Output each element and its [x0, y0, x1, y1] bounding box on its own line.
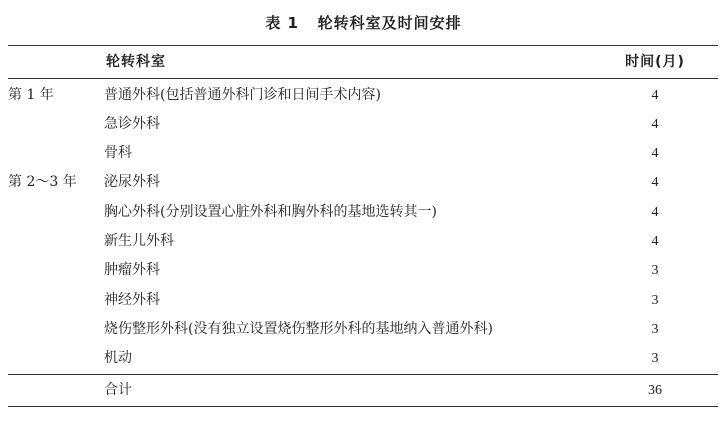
row-months: 4	[651, 88, 659, 103]
table-row	[8, 256, 718, 285]
row-department: 肿瘤外科	[104, 262, 160, 278]
row-department: 神经外科	[104, 292, 160, 308]
header-department: 轮转科室	[106, 54, 166, 70]
header-time-months: 时间(月)	[625, 54, 685, 70]
table-row	[8, 81, 718, 110]
table-caption: 表 1 轮转科室及时间安排	[265, 14, 462, 32]
table-row	[8, 198, 718, 227]
table-row	[8, 110, 718, 139]
row-department: 新生儿外科	[104, 233, 174, 249]
table-top-rule	[8, 45, 718, 46]
row-department: 机动	[104, 350, 132, 366]
row-year: 第 1 年	[8, 87, 54, 103]
row-department: 普通外科(包括普通外科门诊和日间手术内容)	[104, 87, 381, 103]
row-months: 4	[651, 234, 659, 249]
row-department: 烧伤整形外科(没有独立设置烧伤整形外科的基地纳入普通外科)	[104, 321, 493, 337]
row-department: 泌尿外科	[104, 174, 160, 190]
table-row	[8, 344, 718, 373]
row-months: 3	[651, 351, 659, 366]
table-row	[8, 315, 718, 344]
table-header-rule	[8, 78, 718, 79]
row-months: 4	[651, 146, 659, 161]
table-row	[8, 227, 718, 256]
row-months: 3	[651, 322, 659, 337]
row-department: 急诊外科	[104, 116, 160, 132]
row-months: 4	[651, 117, 659, 132]
total-label: 合计	[104, 382, 132, 398]
table-row	[8, 286, 718, 315]
total-months: 36	[648, 383, 662, 398]
table-total-row	[8, 376, 718, 405]
row-department: 胸心外科(分别设置心脏外科和胸外科的基地选转其一)	[104, 204, 437, 220]
row-department: 骨科	[104, 145, 132, 161]
row-months: 3	[651, 263, 659, 278]
table-row	[8, 168, 718, 197]
row-months: 4	[651, 175, 659, 190]
table-bottom-rule	[8, 406, 718, 407]
table-total-rule	[8, 374, 718, 375]
row-months: 3	[651, 293, 659, 308]
table-row	[8, 139, 718, 168]
row-months: 4	[651, 205, 659, 220]
row-year: 第 2～3 年	[8, 174, 77, 190]
